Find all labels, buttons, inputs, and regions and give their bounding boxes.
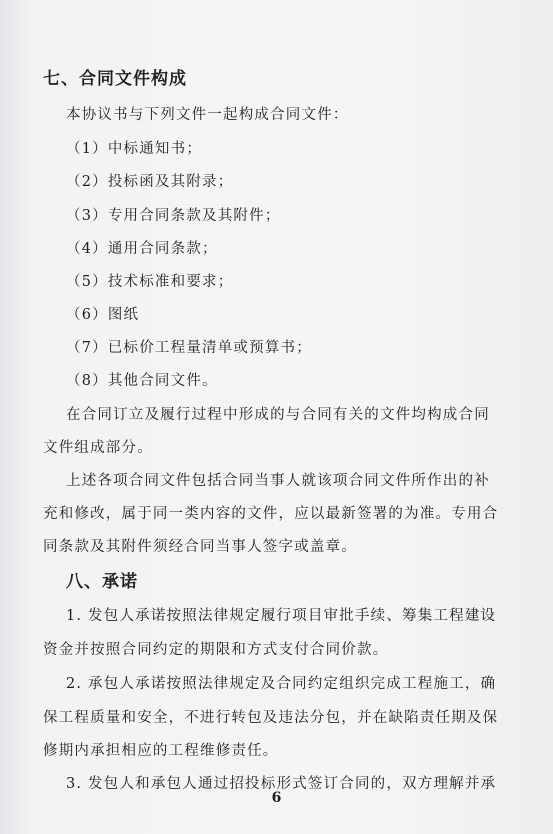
- paragraph-line: 保工程质量和安全，不进行转包及违法分包，并在缺陷责任期及保: [43, 710, 499, 726]
- list-item: （8）其他合同文件。: [66, 373, 218, 389]
- paragraph-line: 1. 发包人承诺按照法律规定履行项目审批手续、筹集工程建设: [66, 608, 497, 624]
- section-7-intro: 本协议书与下列文件一起构成合同文件：: [66, 107, 349, 123]
- paragraph-line: 2. 承包人承诺按照法律规定及合同约定组织完成工程施工，确: [66, 676, 497, 692]
- section-8-heading: 八、承诺: [66, 572, 138, 592]
- list-item: （4）通用合同条款；: [66, 241, 218, 257]
- paragraph-line: 3. 发包人和承包人通过招投标形式签订合同的，双方理解并承: [66, 776, 497, 792]
- paragraph-line: 资金并按照合同约定的期限和方式支付合同价款。: [43, 642, 389, 658]
- section-7-heading: 七、合同文件构成: [43, 69, 187, 89]
- paragraph-line: 同条款及其附件须经合同当事人签字或盖章。: [43, 539, 357, 555]
- list-item: （5）技术标准和要求；: [66, 274, 234, 290]
- paragraph-line: 上述各项合同文件包括合同当事人就该项合同文件所作出的补: [66, 473, 490, 489]
- page-number: 6: [271, 790, 282, 806]
- list-item: （7）已标价工程量清单或预算书；: [66, 340, 312, 356]
- list-item: （6）图纸: [66, 307, 140, 323]
- paragraph-line: 文件组成部分。: [43, 440, 153, 456]
- paragraph-line: 充和修改，属于同一类内容的文件，应以最新签署的为准。专用合: [43, 506, 499, 522]
- list-item: （3）专用合同条款及其附件；: [66, 208, 281, 224]
- list-item: （1）中标通知书；: [66, 141, 203, 157]
- list-item: （2）投标函及其附录；: [66, 174, 234, 190]
- paragraph-line: 修期内承担相应的工程维修责任。: [43, 743, 279, 759]
- paragraph-line: 在合同订立及履行过程中形成的与合同有关的文件均构成合同: [66, 407, 490, 423]
